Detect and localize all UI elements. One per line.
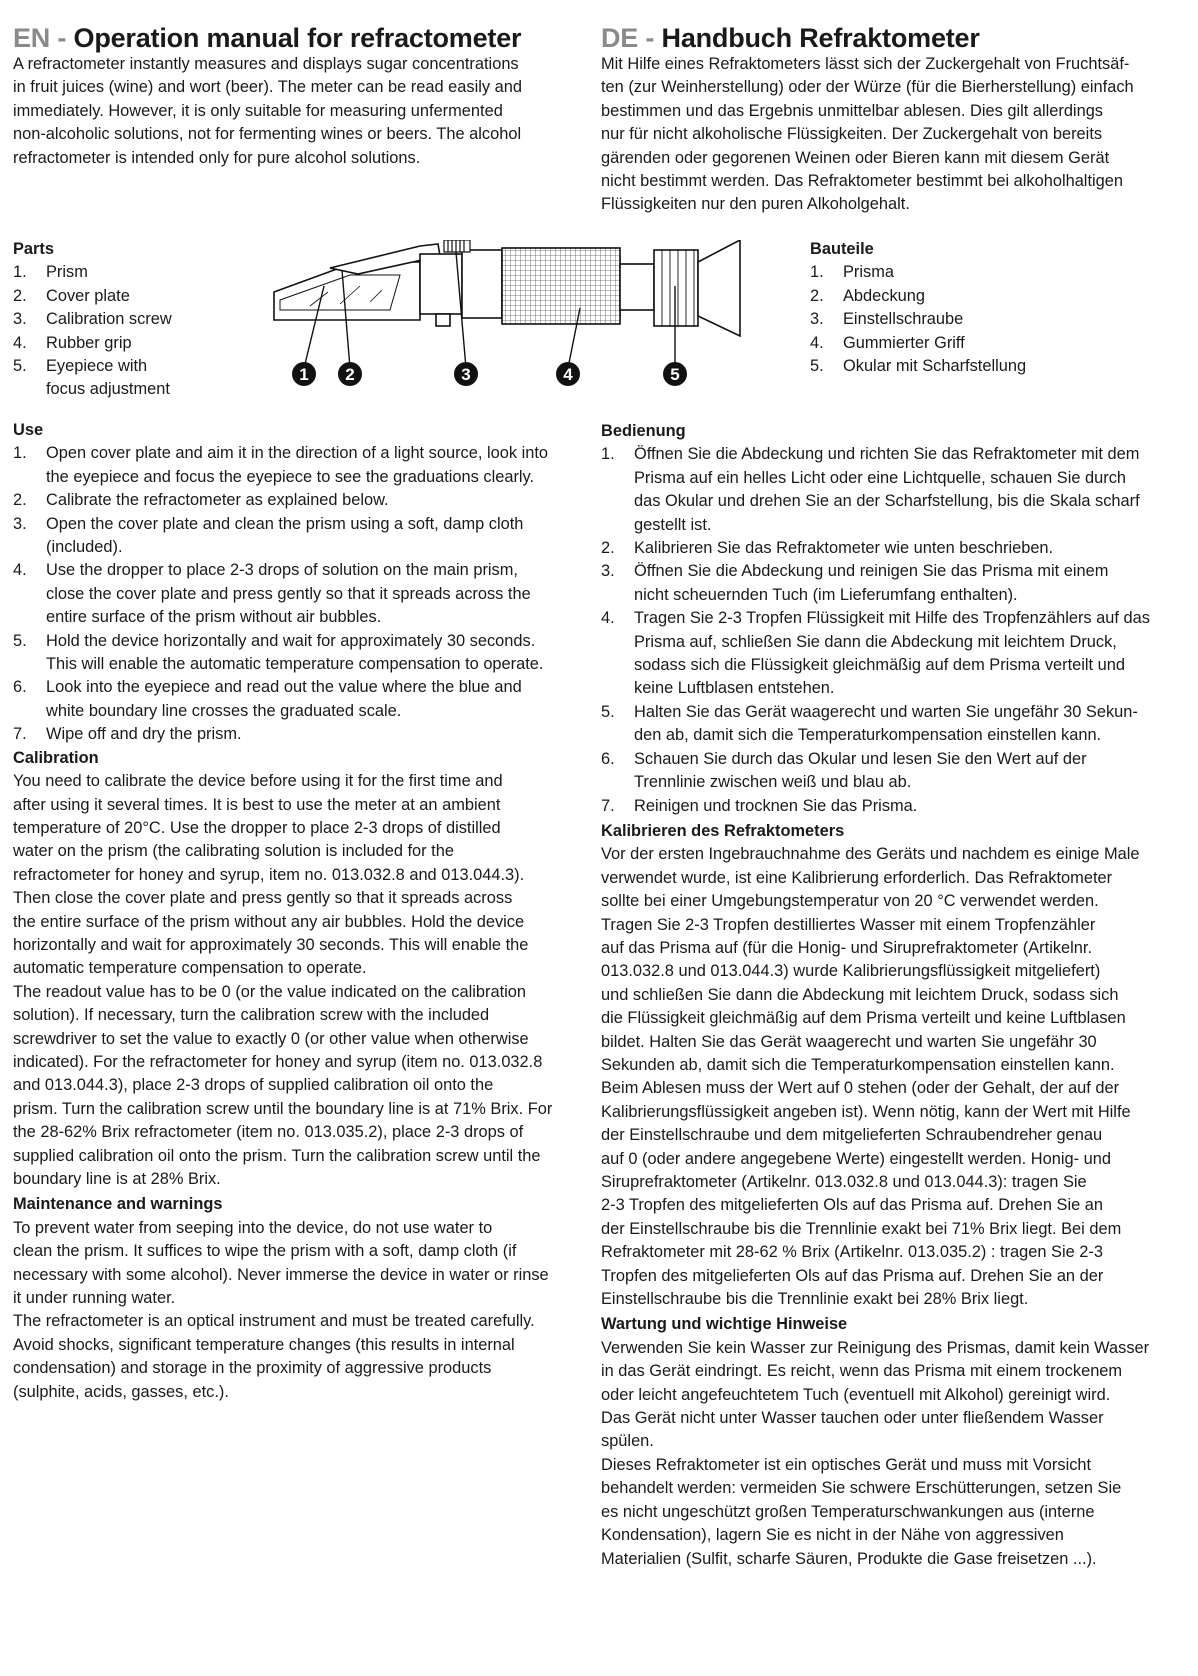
step-line: Wipe off and dry the prism. xyxy=(46,725,242,744)
de-part-4: 4. Gummierter Griff xyxy=(810,333,965,352)
text-line: Refraktometer mit 28-62 % Brix (Artikelnr. 013.035.2) : tragen Sie 2-3 xyxy=(601,1243,1103,1262)
text-line: Mit Hilfe eines Refraktometers lässt sich der Zuckergehalt von Fruchtsäf- xyxy=(601,55,1130,73)
text-line: Einstellschraube bis die Trennlinie exakt bei 28% Brix liegt. xyxy=(601,1290,1029,1309)
en-parts-heading: Parts xyxy=(13,240,55,258)
step-item: 6. Schauen Sie durch das Okular und lesen Sie den Wert auf der Trennlinie zwischen weiß und blau ab. xyxy=(601,748,1161,795)
text-line: ten (zur Weinherstellung) oder der Würze (für die Bierherstellung) einfach xyxy=(601,78,1134,97)
step-line: (included). xyxy=(46,538,123,557)
text-line: der Einstellschraube bis die Trennlinie exakt bei 71% Brix liegt. Bei dem xyxy=(601,1219,1122,1238)
text-line: condensation) and storage in the proximity of aggressive products xyxy=(13,1359,492,1378)
step-line: Use the dropper to place 2-3 drops of solution on the main prism, xyxy=(46,561,518,580)
text-line: sollte bei einer Umgebungstemperatur von 20 °C verwendet werden. xyxy=(601,892,1099,911)
text-line: The refractometer is an optical instrument and must be treated carefully. xyxy=(13,1312,535,1331)
step-item: 5. Halten Sie das Gerät waagerecht und warten Sie ungefähr 30 Sekun- den ab, damit sich die Temperaturkompensation einstellen kann. xyxy=(601,701,1161,748)
text-line: boundary line is at 28% Brix. xyxy=(13,1170,221,1188)
en-maintenance-text xyxy=(13,1217,573,1404)
text-line: water on the prism (the calibrating solution is included for the xyxy=(13,842,454,861)
text-line: clean the prism. It suffices to wipe the prism with a soft, damp cloth (if xyxy=(13,1242,517,1261)
text-line: 013.032.8 und 013.044.3) wurde Kalibrierungsflüssigkeit mitgeliefert) xyxy=(601,962,1101,981)
text-line: The readout value has to be 0 (or the value indicated on the calibration xyxy=(13,982,526,1001)
text-line: der Einstellschraube und dem mitgelieferten Schraubendreher genau xyxy=(601,1126,1103,1145)
text-line: auf 0 (oder andere angegebene Werte) eingestellt werden. Honig- und xyxy=(601,1149,1111,1168)
text-line: necessary with some alcohol). Never immerse the device in water or rinse xyxy=(13,1265,549,1284)
text-line: Avoid shocks, significant temperature changes (this results in internal xyxy=(13,1335,515,1354)
step-line: Kalibrieren Sie das Refraktometer wie unten beschrieben. xyxy=(634,539,1054,558)
step-line: sodass sich die Flüssigkeit gleichmäßig auf dem Prisma verteilt und xyxy=(634,656,1126,675)
text-line: auf das Prisma auf (für die Honig- und Siruprefraktometer (Artikelnr. xyxy=(601,938,1093,957)
en-header xyxy=(13,22,573,54)
en-maintenance-heading: Maintenance and warnings xyxy=(13,1195,223,1214)
de-parts-heading: Bauteile xyxy=(810,240,874,258)
text-line: behandelt werden: vermeiden Sie schwere Erschütterungen, setzen Sie xyxy=(601,1479,1122,1498)
text-line: es nicht ungeschützt großen Temperaturschwankungen aus (interne xyxy=(601,1502,1095,1521)
text-line: Siruprefraktometer (Artikelnr. 013.032.8 und 013.044.3): tragen Sie xyxy=(601,1173,1087,1191)
step-line: entire surface of the prism without air bubbles. xyxy=(46,608,382,627)
callout-3-icon xyxy=(454,362,478,386)
text-line: nur für nicht alkoholische Flüssigkeiten. Der Zuckergehalt von bereits xyxy=(601,125,1103,144)
de-title-text: Handbuch Refraktometer xyxy=(661,23,980,53)
en-part-4: 4. Rubber grip xyxy=(13,333,132,352)
text-line: Tropfen des mitgelieferten Ols auf das Prisma auf. Drehen Sie an der xyxy=(601,1266,1104,1285)
step-line: Prisma auf ein helles Licht oder eine Lichtquelle, schauen Sie durch xyxy=(634,468,1127,487)
text-line: Vor der ersten Ingebrauchnahme des Geräts und nachdem es einige Male xyxy=(601,845,1140,864)
en-part-2: 2. Cover plate xyxy=(13,286,130,305)
svg-text:5: 5 xyxy=(670,365,680,384)
step-line: Schauen Sie durch das Okular und lesen Sie den Wert auf der xyxy=(634,749,1087,768)
text-line: Das Gerät nicht unter Wasser tauchen oder unter fließendem Wasser xyxy=(601,1409,1104,1428)
text-line: Sekunden ab, damit sich die Temperaturkompensation einstellen kann. xyxy=(601,1055,1115,1074)
step-item: 7. Reinigen und trocknen Sie das Prisma. xyxy=(601,795,1161,818)
step-item: 4. Use the dropper to place 2-3 drops of solution on the main prism, close the cover plate and press gently so that it spreads across the entire surface of the prism without air bubbles. xyxy=(13,559,573,629)
step-line: This will enable the automatic temperature compensation to operate. xyxy=(46,655,544,674)
step-line: Prisma auf, schließen Sie dann die Abdeckung mit leichtem Druck, xyxy=(634,632,1117,651)
step-line: Öffnen Sie die Abdeckung und reinigen Sie das Prisma mit einem xyxy=(634,562,1109,581)
text-line: You need to calibrate the device before using it for the first time and xyxy=(13,772,503,791)
en-part-3: 3. Calibration screw xyxy=(13,310,172,329)
en-title xyxy=(13,22,573,54)
step-line: Open the cover plate and clean the prism using a soft, damp cloth xyxy=(46,514,524,533)
step-line: Calibrate the refractometer as explained below. xyxy=(46,491,389,510)
text-line: prism. Turn the calibration screw until the boundary line is at 71% Brix. For xyxy=(13,1099,553,1118)
text-line: Verwenden Sie kein Wasser zur Reinigung des Prismas, damit kein Wasser xyxy=(601,1338,1150,1357)
text-line: horizontally and wait for approximately 30 seconds. This will enable the xyxy=(13,935,529,954)
de-part-5: 5. Okular mit Scharfstellung xyxy=(810,357,1027,376)
text-line: the entire surface of the prism without any air bubbles. Hold the device xyxy=(13,912,525,931)
step-line: Öffnen Sie die Abdeckung und richten Sie das Refraktometer mit dem xyxy=(634,445,1140,464)
step-line: close the cover plate and press gently so that it spreads across the xyxy=(46,584,531,603)
de-intro xyxy=(601,53,1161,217)
eyepiece-shape xyxy=(620,240,740,336)
step-line: Halten Sie das Gerät waagerecht und warten Sie ungefähr 30 Sekun- xyxy=(634,702,1138,721)
calibration-screw-shape xyxy=(444,240,470,252)
text-line: solution). If necessary, turn the calibration screw with the included xyxy=(13,1006,490,1025)
text-line: immediately. However, it is only suitable for measuring unfermented xyxy=(13,101,503,120)
text-line: spülen. xyxy=(601,1432,654,1451)
step-line: the eyepiece and focus the eyepiece to see the graduations clearly. xyxy=(46,467,535,486)
en-use xyxy=(13,419,573,1404)
text-line: bestimmen und das Ergebnis unmittelbar ablesen. Dies gilt allerdings xyxy=(601,101,1104,120)
de-maintenance-heading: Wartung und wichtige Hinweise xyxy=(601,1315,848,1334)
text-line: Tragen Sie 2-3 Tropfen destilliertes Wasser mit einem Tropfenzähler xyxy=(601,915,1096,934)
text-line: Materialien (Sulfit, scharfe Säuren, Produkte die Gase freisetzen ...). xyxy=(601,1549,1097,1568)
de-header xyxy=(601,22,1161,54)
en-calibration-text xyxy=(13,770,573,1191)
de-title xyxy=(601,22,1161,54)
step-item: 1. Open cover plate and aim it in the direction of a light source, look into the eyepiece and focus the eyepiece to see the graduations clearly. xyxy=(13,442,573,489)
de-use xyxy=(601,420,1161,1571)
en-title-text: Operation manual for refractometer xyxy=(73,23,522,53)
refractometer-diagram xyxy=(270,240,790,420)
de-maintenance-text xyxy=(601,1337,1161,1571)
step-line: das Okular und drehen Sie an der Scharfstellung, bis die Skala scharf xyxy=(634,492,1140,511)
text-line: screwdriver to set the value to exactly 0 (or other value when otherwise xyxy=(13,1029,529,1048)
text-line: Beim Ablesen muss der Wert auf 0 stehen (oder der Gehalt, der auf der xyxy=(601,1079,1120,1098)
step-line: white boundary line crosses the graduated scale. xyxy=(46,701,402,720)
text-line: supplied calibration oil onto the prism. Turn the calibration screw until the xyxy=(13,1146,541,1165)
step-item: 6. Look into the eyepiece and read out the value where the blue and white boundary line crosses the graduated scale. xyxy=(13,676,573,723)
step-item: 3. Open the cover plate and clean the prism using a soft, damp cloth (included). xyxy=(13,513,573,560)
text-line: automatic temperature compensation to operate. xyxy=(13,959,367,978)
text-line: 2-3 Tropfen des mitgelieferten Ols auf das Prisma auf. Drehen Sie an xyxy=(601,1196,1103,1215)
callout-4-icon xyxy=(556,362,580,386)
text-line: verwendet wurde, ist eine Kalibrierung erforderlich. Das Refraktometer xyxy=(601,868,1113,887)
de-calibration-heading: Kalibrieren des Refraktometers xyxy=(601,821,845,840)
text-line: bildet. Halten Sie das Gerät waagerecht und warten Sie ungefähr 30 xyxy=(601,1032,1097,1051)
text-line: oder leicht angefeuchtetem Tuch (eventuell mit Alkohol) gereinigt wird. xyxy=(601,1385,1111,1404)
text-line: A refractometer instantly measures and displays sugar concentrations xyxy=(13,55,519,73)
text-line: the 28-62% Brix refractometer (item no. 013.035.2), place 2-3 drops of xyxy=(13,1123,524,1142)
text-line: in fruit juices (wine) and wort (beer). The meter can be read easily and xyxy=(13,78,522,97)
text-line: and 013.044.3), place 2-3 drops of supplied calibration oil onto the xyxy=(13,1076,494,1095)
text-line: Kondensation), lagern Sie es nicht in der Nähe von aggressiven xyxy=(601,1526,1064,1545)
callout-1-icon xyxy=(292,362,316,386)
step-line: nicht scheuernden Tuch (im Lieferumfang enthalten). xyxy=(634,585,1018,604)
step-line: den ab, damit sich die Temperaturkompensation einstellen kann. xyxy=(634,726,1102,745)
text-line: indicated). For the refractometer for honey and syrup (item no. 013.032.8 xyxy=(13,1052,543,1071)
text-line: und schließen Sie dann die Abdeckung mit leichtem Druck, sodass sich xyxy=(601,985,1119,1004)
svg-text:4: 4 xyxy=(563,365,573,384)
step-line: gestellt ist. xyxy=(634,515,712,534)
de-parts xyxy=(810,238,1140,378)
text-line: temperature of 20°C. Use the dropper to place 2-3 drops of distilled xyxy=(13,818,501,837)
step-line: Reinigen und trocknen Sie das Prisma. xyxy=(634,796,918,815)
de-calibration-text xyxy=(601,843,1161,1311)
text-line: die Flüssigkeit gleichmäßig auf dem Prisma verteilt und keine Luftblasen xyxy=(601,1009,1126,1028)
text-line: Kalibrierungsflüssigkeit angeben ist). Wenn nötig, kann der Wert mit Hilfe xyxy=(601,1102,1131,1121)
svg-text:1: 1 xyxy=(299,365,309,384)
de-use-heading: Bedienung xyxy=(601,422,686,440)
step-line: Tragen Sie 2-3 Tropfen Flüssigkeit mit Hilfe des Tropfenzählers auf das xyxy=(634,609,1150,628)
callout-2-icon xyxy=(338,362,362,386)
step-item: 2. Kalibrieren Sie das Refraktometer wie unten beschrieben. xyxy=(601,537,1161,560)
de-lang-code: DE - xyxy=(601,23,662,53)
step-item: 5. Hold the device horizontally and wait for approximately 30 seconds. This will enable the automatic temperature compensation to operate. xyxy=(13,630,573,677)
de-part-1: 1. Prisma xyxy=(810,263,894,282)
text-line: in das Gerät eindringt. Es reicht, wenn das Prisma mit einem trockenem xyxy=(601,1362,1123,1381)
text-line: refractometer is intended only for pure alcohol solutions. xyxy=(13,148,421,167)
text-line: (sulphite, acids, gasses, etc.). xyxy=(13,1382,229,1401)
step-line: Look into the eyepiece and read out the value where the blue and xyxy=(46,678,522,697)
en-use-heading: Use xyxy=(13,421,44,439)
text-line: non-alcoholic solutions, not for fermenting wines or beers. The alcohol xyxy=(13,125,522,144)
en-use-steps xyxy=(13,442,573,746)
text-line: Then close the cover plate and press gently so that it spreads across xyxy=(13,889,513,908)
step-item: 7. Wipe off and dry the prism. xyxy=(13,723,573,746)
text-line: gärenden oder gegorenen Weinen oder Bieren kann mit diesem Gerät xyxy=(601,148,1110,167)
step-line: keine Luftblasen entstehen. xyxy=(634,679,835,698)
rubber-grip-shape xyxy=(502,248,620,324)
en-calibration-heading: Calibration xyxy=(13,748,99,767)
step-item: 4. Tragen Sie 2-3 Tropfen Flüssigkeit mit Hilfe des Tropfenzählers auf das Prisma auf, schließen Sie dann die Abdeckung mit leichtem Druck, sodass sich die Flüssigkeit gleichmäßig auf dem Prisma verteilt und keine Luftblasen entstehen. xyxy=(601,607,1161,701)
de-part-2: 2. Abdeckung xyxy=(810,286,926,305)
text-line: Flüssigkeiten nur den puren Alkoholgehalt. xyxy=(601,195,910,214)
de-part-3: 3. Einstellschraube xyxy=(810,310,964,329)
svg-text:2: 2 xyxy=(345,365,355,384)
en-part-5: 5. Eyepiece with focus adjustment xyxy=(13,357,170,399)
step-line: Open cover plate and aim it in the direction of a light source, look into xyxy=(46,444,549,463)
step-item: 1. Öffnen Sie die Abdeckung und richten Sie das Refraktometer mit dem Prisma auf ein helles Licht oder eine Lichtquelle, schauen Sie durch das Okular und drehen Sie an der Scharfstellung, bis die Skala scharf gestellt ist. xyxy=(601,443,1161,537)
text-line: it under running water. xyxy=(13,1289,176,1308)
text-line: refractometer for honey and syrup, item no. 013.032.8 and 013.044.3). xyxy=(13,865,525,884)
svg-text:3: 3 xyxy=(461,365,471,384)
text-line: nicht bestimmt werden. Das Refraktometer bestimmt bei alkoholhaltigen xyxy=(601,172,1123,191)
text-line: after using it several times. It is best to use the meter at an ambient xyxy=(13,795,501,814)
en-intro xyxy=(13,53,573,170)
step-line: Trennlinie zwischen weiß und blau ab. xyxy=(634,773,912,792)
step-item: 2. Calibrate the refractometer as explained below. xyxy=(13,489,573,512)
step-line: Hold the device horizontally and wait for approximately 30 seconds. xyxy=(46,631,536,650)
en-part-1: 1. Prism xyxy=(13,263,88,282)
de-use-steps xyxy=(601,443,1161,818)
text-line: To prevent water from seeping into the device, do not use water to xyxy=(13,1218,493,1237)
en-lang-code: EN - xyxy=(13,23,74,53)
callout-5-icon xyxy=(663,362,687,386)
step-item: 3. Öffnen Sie die Abdeckung und reinigen Sie das Prisma mit einem nicht scheuernden Tuch (im Lieferumfang enthalten). xyxy=(601,560,1161,607)
text-line: Dieses Refraktometer ist ein optisches Gerät und muss mit Vorsicht xyxy=(601,1455,1092,1474)
